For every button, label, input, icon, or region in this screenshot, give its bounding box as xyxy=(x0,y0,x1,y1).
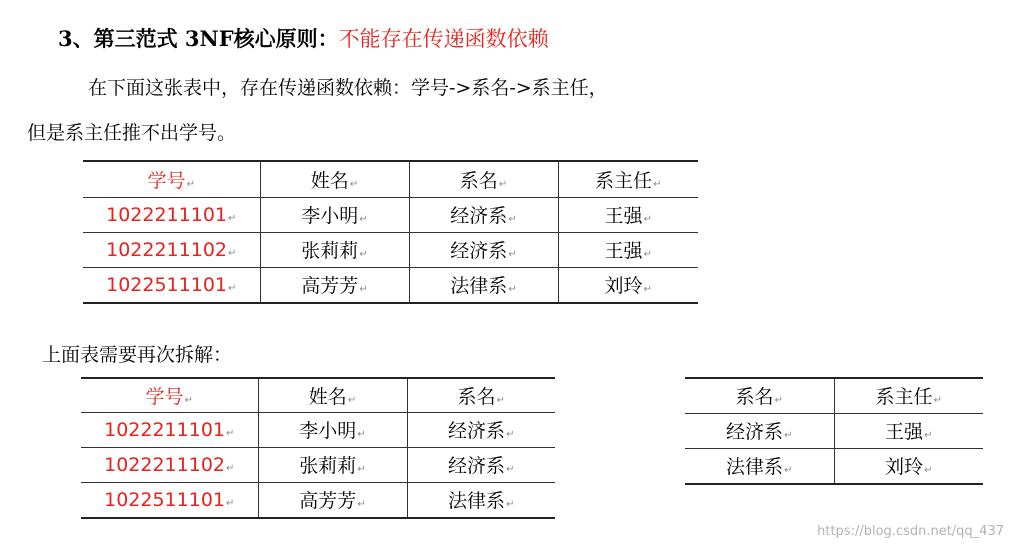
cell-text: 经济系 xyxy=(448,455,506,477)
cell-text: 系主任 xyxy=(875,386,933,409)
cell-text: 姓名 xyxy=(308,385,347,408)
table-row xyxy=(83,232,698,267)
cell-text: 李小明 xyxy=(299,420,357,442)
student-dept-table xyxy=(83,160,698,304)
cell-text: 张莉莉 xyxy=(299,455,357,477)
table-cell xyxy=(834,413,983,448)
paragraph-mark-icon: ↵ xyxy=(226,497,235,509)
cell-text: 李小明 xyxy=(301,205,359,227)
table-cell xyxy=(409,232,558,267)
table-cell xyxy=(258,412,407,447)
cell-text: 学号 xyxy=(145,385,184,408)
paragraph-mark-icon: ↵ xyxy=(643,284,652,296)
paragraph-mark-icon: ↵ xyxy=(226,427,235,439)
paragraph-mark-icon: ↵ xyxy=(643,249,652,260)
table-row xyxy=(81,482,555,518)
cell-text: 系名 xyxy=(459,169,498,192)
paragraph-mark-icon: ↵ xyxy=(357,429,366,440)
paragraph-mark-icon: ↵ xyxy=(228,212,237,224)
header-cell xyxy=(83,161,260,197)
cell-text: 刘玲 xyxy=(885,456,924,479)
table-cell xyxy=(83,232,260,267)
header-cell xyxy=(685,378,834,413)
paragraph-mark-icon: ↵ xyxy=(924,430,933,441)
paragraph-mark-icon: ↵ xyxy=(774,395,783,407)
table-cell xyxy=(407,412,555,447)
cell-text: 学号 xyxy=(147,169,186,192)
paragraph-dependency: 在下面这张表中，存在传递函数依赖：学号->系名->系主任， xyxy=(88,77,608,99)
cell-text: 系主任 xyxy=(595,169,653,192)
cell-text: 经济系 xyxy=(448,420,506,442)
table-cell xyxy=(409,197,558,232)
paragraph-mark-icon: ↵ xyxy=(784,430,793,441)
table-cell xyxy=(685,448,834,484)
header-cell xyxy=(258,378,407,412)
table-cell xyxy=(81,447,258,482)
cell-text: 1022511101 xyxy=(104,488,225,511)
paragraph-mark-icon: ↵ xyxy=(349,178,359,190)
heading-prefix: 3、第三范式 3NF核心原则： xyxy=(58,26,339,51)
paragraph-mark-icon: ↵ xyxy=(933,395,942,407)
table-cell xyxy=(83,267,260,303)
table-header-row xyxy=(685,378,983,413)
table-row xyxy=(83,267,698,303)
table-cell xyxy=(81,412,258,447)
paragraph-conclusion: 但是系主任推不出学号。 xyxy=(27,122,237,144)
paragraph-mark-icon: ↵ xyxy=(643,214,652,225)
cell-text: 1022211101 xyxy=(104,418,225,441)
table-cell xyxy=(407,482,555,518)
header-cell xyxy=(409,161,558,197)
student-table xyxy=(81,377,555,519)
cell-text: 王强 xyxy=(604,205,643,227)
table-cell xyxy=(685,413,834,448)
paragraph-mark-icon: ↵ xyxy=(359,249,368,260)
paragraph-mark-icon: ↵ xyxy=(506,429,515,440)
table-cell xyxy=(558,197,698,232)
paragraph-mark-icon: ↵ xyxy=(784,465,793,477)
cell-text: 系名 xyxy=(457,385,496,408)
paragraph-mark-icon: ↵ xyxy=(184,394,193,406)
paragraph-mark-icon: ↵ xyxy=(924,465,933,477)
table-row xyxy=(685,448,983,484)
department-table xyxy=(685,377,983,485)
cell-text: 1022211102 xyxy=(104,453,225,476)
cell-text: 刘玲 xyxy=(604,275,643,298)
table-cell xyxy=(83,197,260,232)
table-cell xyxy=(407,447,555,482)
header-cell xyxy=(260,161,409,197)
table-cell xyxy=(81,482,258,518)
paragraph-mark-icon: ↵ xyxy=(506,464,515,475)
cell-text: 1022211102 xyxy=(106,238,227,261)
cell-text: 法律系 xyxy=(448,490,506,513)
cell-text: 经济系 xyxy=(726,421,784,443)
table-header-row xyxy=(83,161,698,197)
paragraph-mark-icon: ↵ xyxy=(357,464,366,475)
table-cell xyxy=(834,448,983,484)
table-cell xyxy=(260,232,409,267)
table-cell xyxy=(558,267,698,303)
cell-text: 张莉莉 xyxy=(301,240,359,262)
paragraph-mark-icon: ↵ xyxy=(496,394,505,406)
section-heading xyxy=(58,25,549,53)
table-cell xyxy=(260,267,409,303)
paragraph-mark-icon: ↵ xyxy=(357,499,366,511)
paragraph-mark-icon: ↵ xyxy=(359,214,368,225)
paragraph-mark-icon: ↵ xyxy=(508,214,517,225)
paragraph-mark-icon: ↵ xyxy=(347,394,357,406)
cell-text: 经济系 xyxy=(450,205,508,227)
cell-text: 法律系 xyxy=(450,275,508,298)
paragraph-mark-icon: ↵ xyxy=(508,284,517,296)
table-header-row xyxy=(81,378,555,412)
cell-text: 1022211101 xyxy=(106,203,227,226)
cell-text: 姓名 xyxy=(310,169,349,192)
header-cell xyxy=(81,378,258,412)
paragraph-mark-icon: ↵ xyxy=(359,284,368,296)
header-cell xyxy=(834,378,983,413)
header-cell xyxy=(407,378,555,412)
heading-highlight: 不能存在传递函数依赖 xyxy=(338,27,549,51)
table-cell xyxy=(258,482,407,518)
table-row xyxy=(81,412,555,447)
cell-text: 经济系 xyxy=(450,240,508,262)
paragraph-mark-icon: ↵ xyxy=(653,178,662,190)
cell-text: 1022511101 xyxy=(106,273,227,296)
paragraph-mark-icon: ↵ xyxy=(226,462,235,474)
table-cell xyxy=(258,447,407,482)
cell-text: 高芳芳 xyxy=(299,490,357,513)
paragraph-mark-icon: ↵ xyxy=(186,178,195,190)
paragraph-mark-icon: ↵ xyxy=(508,249,517,260)
table-row xyxy=(81,447,555,482)
cell-text: 高芳芳 xyxy=(301,275,359,298)
cell-text: 系名 xyxy=(735,386,774,409)
paragraph-decompose: 上面表需要再次拆解： xyxy=(42,344,233,366)
table-cell xyxy=(260,197,409,232)
cell-text: 法律系 xyxy=(726,456,784,479)
table-row xyxy=(685,413,983,448)
paragraph-mark-icon: ↵ xyxy=(228,282,237,294)
paragraph-mark-icon: ↵ xyxy=(498,178,508,190)
cell-text: 王强 xyxy=(604,240,643,262)
table-cell xyxy=(409,267,558,303)
paragraph-mark-icon: ↵ xyxy=(228,247,237,259)
header-cell xyxy=(558,161,698,197)
table-row xyxy=(83,197,698,232)
paragraph-mark-icon: ↵ xyxy=(506,499,515,511)
table-cell xyxy=(558,232,698,267)
watermark: https://blog.csdn.net/qq_437 xyxy=(817,524,1004,539)
cell-text: 王强 xyxy=(885,421,924,443)
